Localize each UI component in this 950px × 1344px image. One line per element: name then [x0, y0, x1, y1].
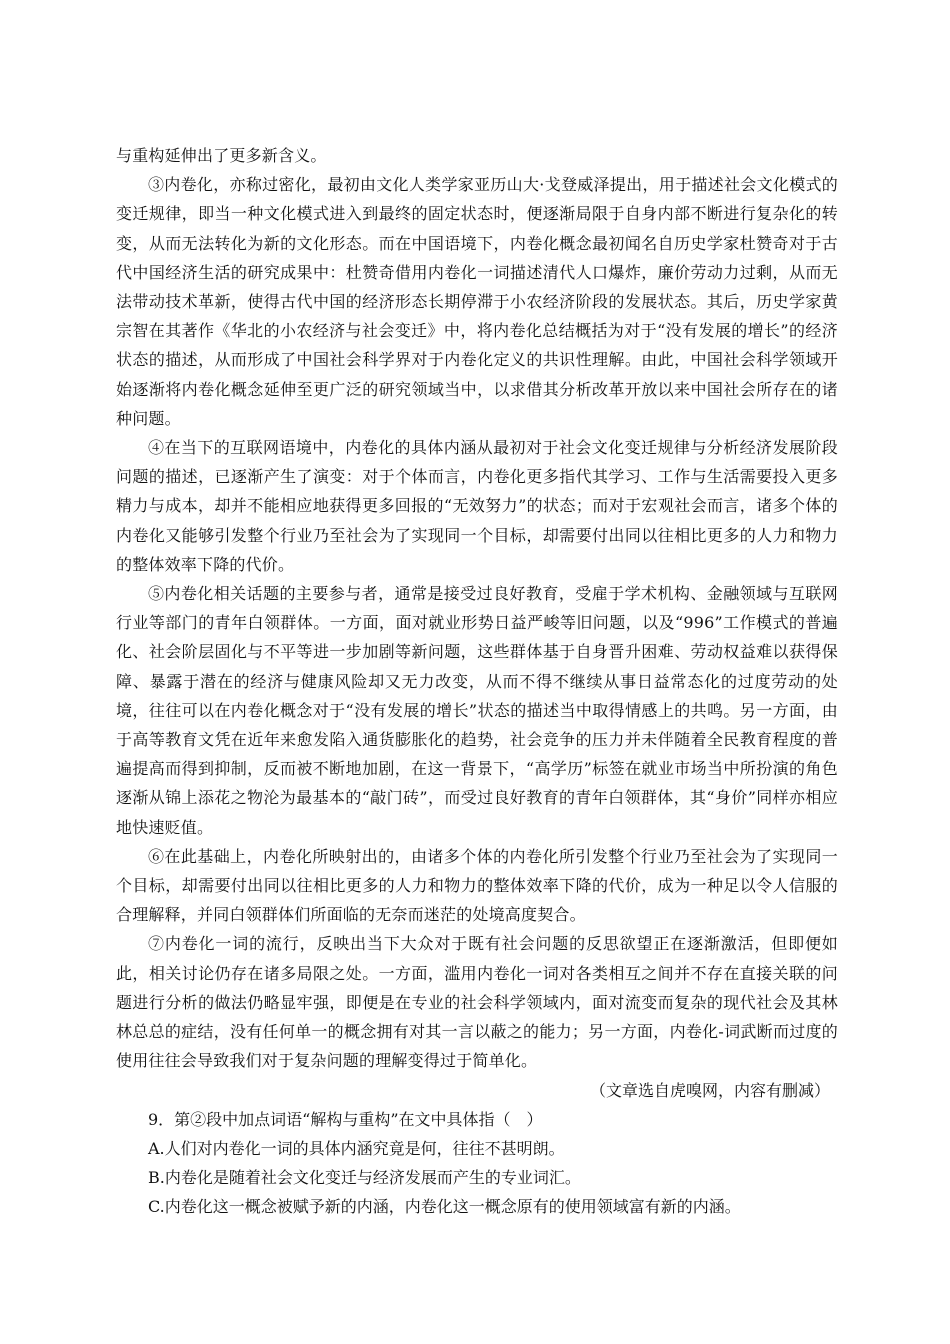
- option-b: B.内卷化是随着社会文化变迁与经济发展而产生的专业词汇。: [148, 1168, 581, 1188]
- article-source: （文章选自虎嗅网，内容有删减）: [589, 1080, 830, 1100]
- paragraph-7: ⑦内卷化一词的流行，反映出当下大众对于既有社会问题的反思欲望正在逐渐激活，但即便如此，相关讨论仍存在诸多局限之处。一方面，滥用内卷化一词对各类相互之间并不存在直接关联的问题进行分析的做法仍略显牢强，即便是在专业的社会科学领域内，面对流变而复杂的现代社会及其林林总总的症结，没有任何单一的概念拥有对其一言以蔽之的能力；另一方面，内卷化-词武断而过度的使用往往会导致我们对于复杂问题的理解变得过于简单化。: [116, 934, 838, 1071]
- paragraph-3: ③内卷化，亦称过密化，最初由文化人类学家亚历山大·戈登威泽提出，用于描述社会文化模式的变迁规律，即当一种文化模式进入到最终的固定状态时，便逐渐局限于自身内部不断进行复杂化的转变，从而无法转化为新的文化形态。而在中国语境下，内卷化概念最初闻名自历史学家杜赞奇对于古代中国经济生活的研究成果中：杜赞奇借用内卷化一词描述清代人口爆炸，廉价劳动力过剩，从而无法带动技术革新，使得古代中国的经济形态长期停滞于小农经济阶段的发展状态。其后，历史学家黄宗智在其著作《华北的小农经济与社会变迁》中，将内卷化总结概括为对于“没有发展的增长”的经济状态的描述，从而形成了中国社会科学界对于内卷化定义的共识性理解。由此，中国社会科学领域开始逐渐将内卷化概念延伸至更广泛的研究领域当中，以求借其分析改革开放以来中国社会所存在的诸种问题。: [116, 175, 838, 428]
- option-c: C.内卷化这一概念被赋予新的内涵，内卷化这一概念原有的使用领域富有新的内涵。: [148, 1197, 741, 1217]
- paragraph-2-tail: 与重构延伸出了更多新含义。: [116, 146, 327, 165]
- option-a: A.人们对内卷化一词的具体内涵究竟是何，往往不甚明朗。: [148, 1138, 565, 1158]
- paragraph-6: ⑥在此基础上，内卷化所映射出的，由诸多个体的内卷化所引发整个行业乃至社会为了实现同一个目标，却需要付出同以往相比更多的人力和物力的整体效率下降的代价，成为一种足以令人信服的合理解释，并同白领群体们所面临的无奈而迷茫的处境高度契合。: [116, 846, 838, 925]
- question-stem: 9．第②段中加点词语“解构与重构”在文中具体指（ ）: [148, 1109, 543, 1129]
- paragraph-4: ④在当下的互联网语境中，内卷化的具体内涵从最初对于社会文化变迁规律与分析经济发展阶段问题的描述，已逐渐产生了演变：对于个体而言，内卷化更多指代其学习、工作与生活需要投入更多精力与成本，却并不能相应地获得更多回报的“无效努力”的状态；而对于宏观社会而言，诸多个体的内卷化又能够引发整个行业乃至社会为了实现同一个目标，却需要付出同以往相比更多的人力和物力的整体效率下降的代价。: [116, 438, 838, 574]
- document-page: [116, 141, 838, 1222]
- paragraph-5: ⑤内卷化相关话题的主要参与者，通常是接受过良好教育，受雇于学术机构、金融领域与互联网行业等部门的青年白领群体。一方面，面对就业形势日益严峻等旧问题，以及“996”工作模式的普遍化、社会阶层固化与不平等进一步加剧等新问题，这些群体基于自身晋升困难、劳动权益难以获得保障、暴露于潜在的经济与健康风险却又无力改变，从而不得不继续从事日益常态化的过度劳动的处境，往往可以在内卷化概念对于“没有发展的增长”状态的描述当中取得情感上的共鸣。另一方面，由于高等教育文凭在近年来愈发陷入通货膨胀化的趋势，社会竞争的压力并未伴随着全民教育程度的普遍提高而得到抑制，反而被不断地加剧，在这一背景下，“高学历”标签在就业市场当中所扮演的角色逐渐从锦上添花之物沦为最基本的“敲门砖”，而受过良好教育的青年白领群体，其“身价”同样亦相应地快速贬值。: [116, 584, 838, 837]
